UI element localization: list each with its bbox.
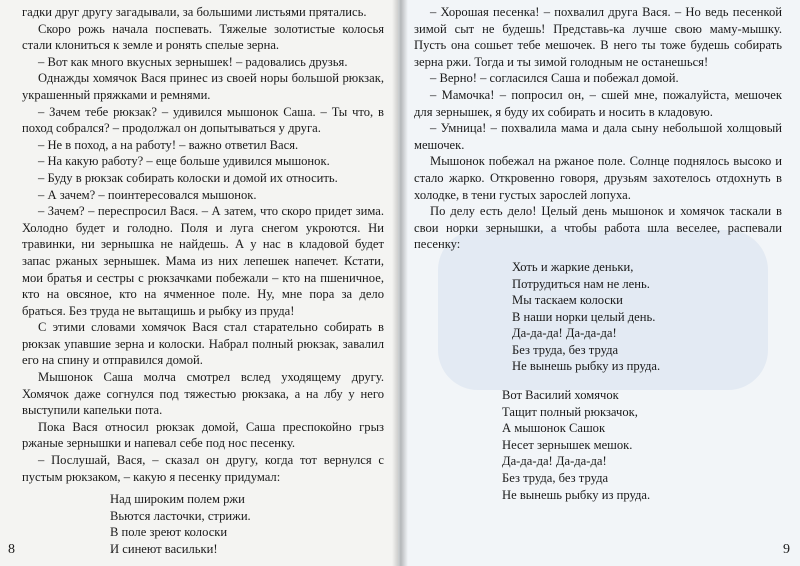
left-page-text: [22, 4, 384, 485]
paragraph: – Послушай, Вася, – сказал он другу, когда тот вернулся с пустым рюкзаком, – какую я песенку придумал:: [22, 453, 384, 484]
poem-line: Не вынешь рыбку из пруда.: [502, 487, 651, 502]
poem-line: Хоть и жаркие деньки,: [512, 259, 634, 274]
poem-line: Вот Василий хомячок: [502, 388, 619, 403]
paragraph: – Зачем тебе рюкзак? – удивился мышонок Саша. – Ты что, в поход собрался? – продолжал он допытываться у друга.: [22, 104, 384, 136]
poem-line: И синеют васильки!: [110, 542, 218, 556]
poem-line: Над широким полем ржи: [110, 492, 245, 507]
poem-line: Да-да-да! Да-да-да!: [502, 454, 607, 469]
paragraph: гадки друг другу загадывали, за большими листьями прятались.: [22, 5, 367, 19]
paragraph: Скоро рожь начала поспевать. Тяжелые золотистые колосья стали клониться к земле и ронять спелые зерна.: [22, 21, 384, 53]
poem-line: В наши норки целый день.: [512, 309, 656, 324]
poem-line: Не вынешь рыбку из пруда.: [512, 359, 661, 374]
paragraph: С этими словами хомячок Вася стал старательно собирать в рюкзак упавшие зерна и колоски. Набрал полный рюкзак, завалил его на спину и отправился домой.: [22, 320, 384, 368]
paragraph: – Буду в рюкзак собирать колоски и домой их относить.: [38, 170, 338, 185]
paragraph: – Вот как много вкусных зернышек! – радовались друзья.: [38, 54, 348, 69]
paragraph: – Хорошая песенка! – похвалил друга Вася. – Но ведь песенкой зимой сыт не будешь! Представь-ка лучше свою маму-мышку. Пусть она сошьет тебе мешочек. В него ты тоже будешь собирать зерна ржи. Тогда и ты зимой голодным не останешься!: [414, 5, 782, 69]
poem-line: Мы таскаем колоски: [512, 293, 623, 308]
right-poem-2: [502, 387, 782, 503]
poem-line: Без труда, без труда: [512, 342, 619, 357]
paragraph: – Умница! – похвалила мама и дала сыну небольшой холщовый мешочек.: [414, 121, 782, 152]
paragraph: – Верно! – согласился Саша и побежал домой.: [430, 71, 679, 86]
paragraph: Пока Вася относил рюкзак домой, Саша преспокойно грыз ржаные зернышки и напевал себе под нос песенку.: [22, 419, 384, 451]
right-page: [398, 0, 800, 566]
poem-line: Несет зернышек мешок.: [502, 437, 633, 452]
poem-line: Без труда, без труда: [502, 471, 609, 486]
page-number: 9: [783, 542, 790, 557]
left-poem: [110, 491, 384, 557]
right-page-text: [414, 4, 782, 253]
paragraph: Мышонок побежал на ржаное поле. Солнце поднялось высоко и стало жарко. Откровенно говоря, друзьям захотелось отдохнуть в холодке, в тени густых зарослей лопуха.: [414, 154, 782, 202]
paragraph: – На какую работу? – еще больше удивился мышонок.: [38, 154, 330, 169]
paragraph: – Не в поход, а на работу! – важно ответил Вася.: [38, 137, 299, 152]
poem-line: Да-да-да! Да-да-да!: [512, 326, 617, 341]
poem-line: Потрудиться нам не лень.: [512, 276, 650, 291]
paragraph: Однажды хомячок Вася принес из своей норы большой рюкзак, украшенный пряжками и ремнями.: [22, 71, 384, 102]
paragraph: – Зачем? – переспросил Вася. – А затем, что скоро придет зима. Холодно будет и голодно. Поля и луга снегом укроются. Ни травинки, ни зернышка не найдешь. А у нас в кладовой будет запас ржаных зернышек. Мама из них лепешек напечет. Кстати, мои братья и сестры с рюкзачками побежали – кто на пшеничное, кто на овсяное, кто на ячменное поле. Ну, мне пора за дело браться. Без труда не вытащишь и рыбку из пруда!: [22, 204, 384, 318]
book-gutter: [392, 0, 408, 566]
poem-line: А мышонок Сашок: [502, 421, 606, 436]
page-number: 8: [8, 542, 15, 557]
paragraph: Мышонок Саша молча смотрел вслед уходящему другу. Хомячок даже согнулся под тяжестью рюкзака, а на лбу у него выступили капельки пота.: [22, 370, 384, 418]
paragraph: По делу есть дело! Целый день мышонок и хомячок таскали в свои норки зернышки, а чтобы работа шла веселее, распевали песенку:: [414, 204, 782, 252]
poem-line: В поле зреют колоски: [110, 525, 228, 540]
right-poem-1: [512, 259, 782, 375]
poem-line: Тащит полный рюкзачок,: [502, 404, 638, 419]
poem-line: Вьются ласточки, стрижи.: [110, 508, 251, 523]
paragraph: – Мамочка! – попросил он, – сшей мне, пожалуйста, мешочек для зернышек, я буду их собирать и носить в кладовую.: [414, 87, 782, 119]
paragraph: – А зачем? – поинтересовался мышонок.: [38, 187, 257, 202]
left-page: [0, 0, 398, 566]
